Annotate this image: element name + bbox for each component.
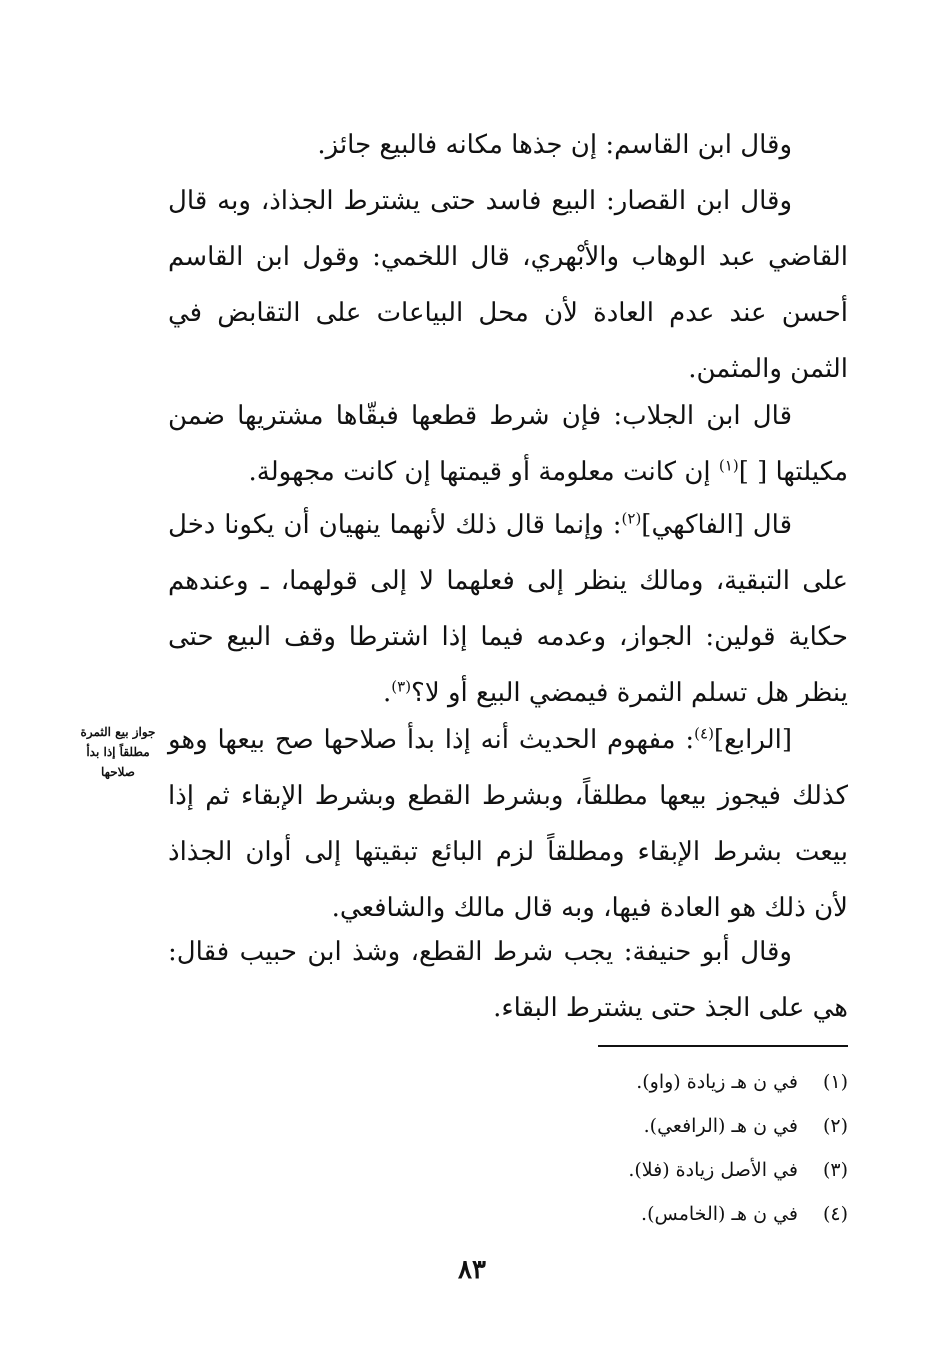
paragraph-ibn-alqassar [168,173,848,397]
margin-note [70,722,166,782]
footnote-number: (٣) [822,1159,848,1181]
paragraph-text-part: . [383,678,392,708]
footnotes [420,1060,848,1236]
footnote-item [420,1060,848,1104]
footnote-item [420,1104,848,1148]
paragraph-alfakihi [168,497,848,721]
footnote-text: في ن هـ (الرافعي). [643,1115,798,1137]
paragraph-text-part: إن كانت معلومة أو قيمتها إن كانت مجهولة. [248,457,719,487]
paragraph-text: وقال أبو حنيفة: يجب شرط القطع، وشذ ابن حبيب فقال: هي على الجذ حتى يشترط البقاء. [168,937,848,1023]
paragraph-text-part: قال ابن الجلاب: فإن شرط قطعها فبقّاها مشتريها ضمن مكيلتها [ ] [168,401,848,487]
footnote-ref-1: (١) [718,456,739,475]
paragraph-text [168,497,848,721]
paragraph-text-part: : وإنما قال ذلك لأنهما ينهيان أن يكونا دخل على التبقية، ومالك ينظر إلى فعلهما لا إلى قولهما، ـ وعندهم حكاية قولين: الجواز، وعدمه فيما إذا اشترطا وقف البيع حتى ينظر هل تسلم الثمرة فيمضي البيع أو لا؟ [168,510,848,708]
footnote-item [420,1148,848,1192]
paragraph-text: وقال ابن القاسم: إن جذها مكانه فالبيع جائز. [317,130,792,160]
footnote-separator [598,1045,848,1047]
paragraph-ibn-alqasim [168,117,848,173]
paragraph-text-part: [الرابع] [713,725,792,755]
footnote-number: (٢) [822,1115,848,1137]
paragraph-abu-hanifa [168,924,848,1036]
footnote-text: في الأصل زيادة (فلا). [628,1159,798,1181]
margin-note-line: جواز بيع الثمرة [80,725,156,739]
footnote-ref-4: (٤) [694,724,714,743]
footnote-item [420,1192,848,1236]
paragraph-alrabi [168,712,848,936]
paragraph-text-part: قال [الفاكهي] [641,510,792,540]
footnote-text: في ن هـ زيادة (واو). [636,1071,798,1093]
margin-note-line: صلاحها [101,765,135,779]
paragraph-ibn-aljallab [168,388,848,500]
footnote-number: (٤) [822,1203,848,1225]
footnote-text: في ن هـ (الخامس). [641,1203,798,1225]
paragraph-text [168,388,848,500]
footnote-ref-3: (٣) [391,677,412,696]
footnote-number: (١) [822,1071,848,1093]
paragraph-text: وقال ابن القصار: البيع فاسد حتى يشترط الجذاذ، وبه قال القاضي عبد الوهاب والأبْهري، قال اللخمي: وقول ابن القاسم أحسن عند عدم العادة لأن محل البياعات على التقابض في الثمن والمثمن. [168,186,848,384]
paragraph-text-part: : مفهوم الحديث أنه إذا بدأ صلاحها صح بيعها وهو كذلك فيجوز بيعها مطلقاً، وبشرط القطع وبشرط الإبقاء ثم إذا بيعت بشرط الإبقاء ومطلقاً لزم البائع تبقيتها إلى أوان الجذاذ لأن ذلك هو العادة فيها، وبه قال مالك والشافعي. [168,725,848,923]
footnote-ref-2: (٢) [621,509,642,528]
page-number: ٨٣ [458,1255,486,1285]
margin-note-line: مطلقاً إذا بدأ [86,745,150,759]
paragraph-text [168,712,848,936]
